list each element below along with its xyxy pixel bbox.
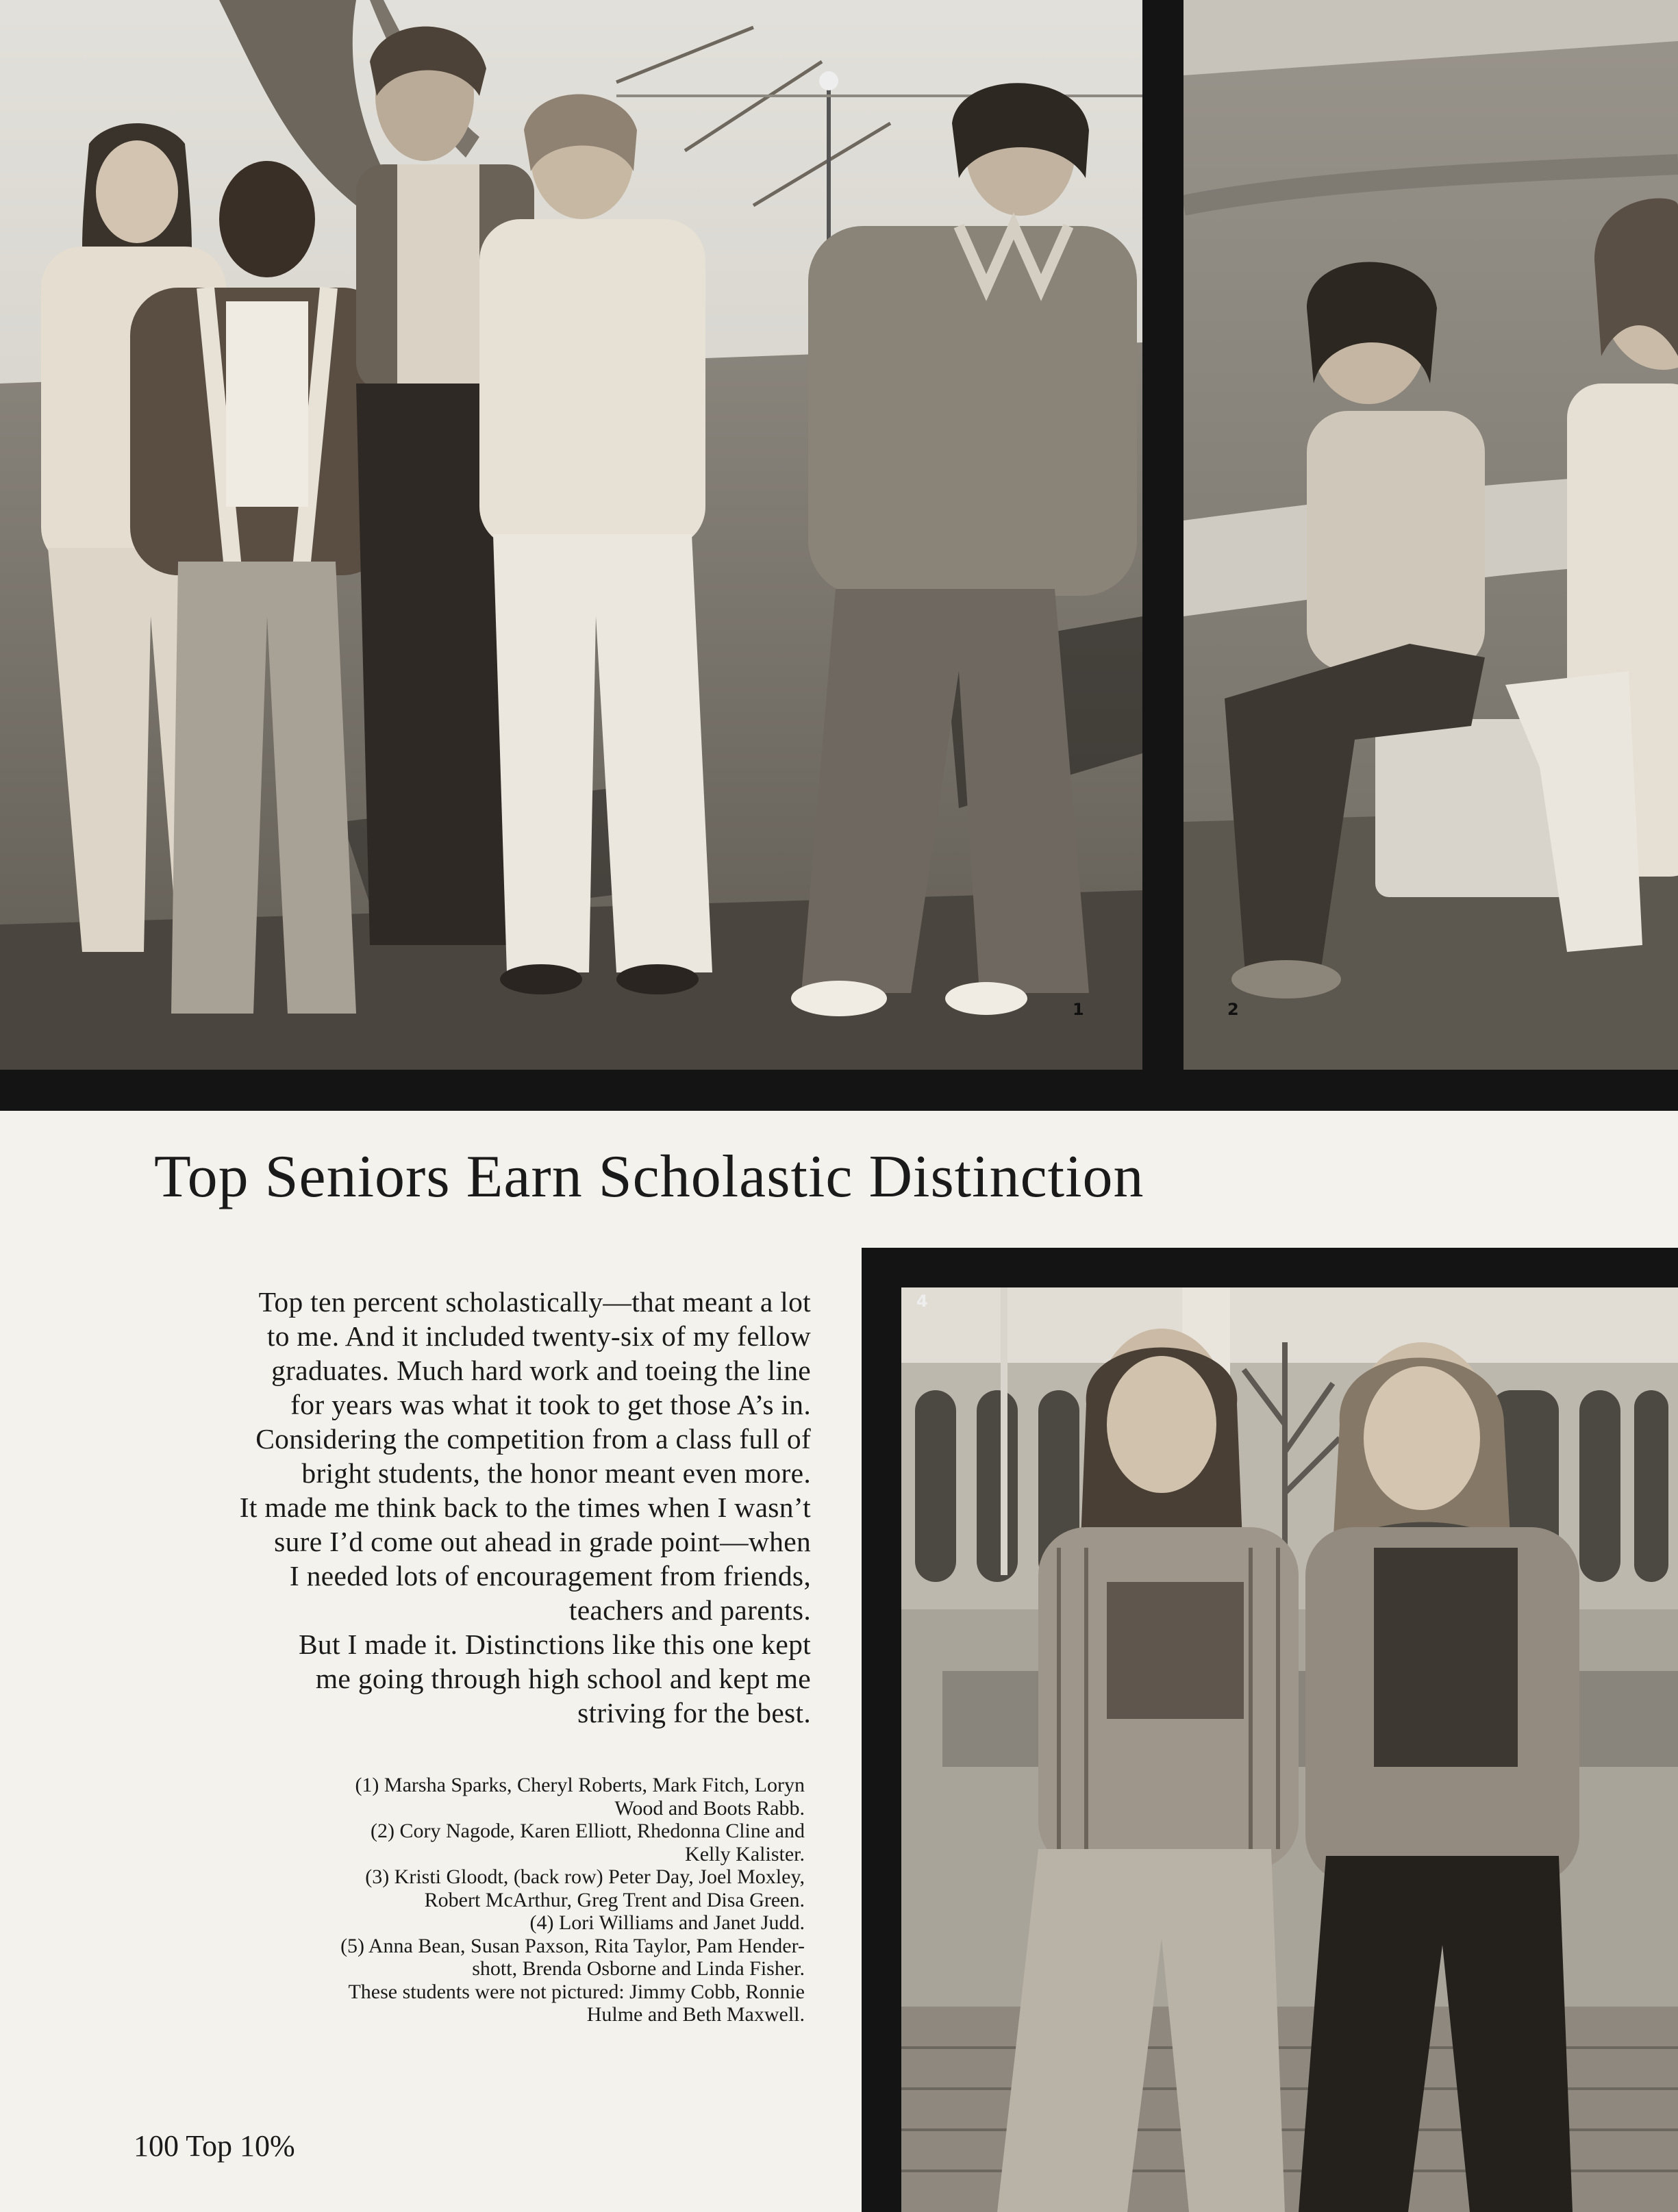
caption-line: (2) Cory Nagode, Karen Elliott, Rhedonna Cline and	[370, 1820, 805, 1842]
caption-line: Robert McArthur, Greg Trent and Disa Green.	[424, 1888, 805, 1911]
photo-2-bench	[1184, 0, 1678, 1070]
photo-divider	[1142, 0, 1184, 1096]
photo-2-number: 2	[1227, 1000, 1239, 1019]
photo-1-number: 1	[1073, 1000, 1084, 1019]
photo-4-number: 4	[916, 1292, 928, 1311]
article-line: for years was what it took to get those A’s in.	[290, 1389, 811, 1420]
caption-line: (5) Anna Bean, Susan Paxson, Rita Taylor, Pam Hender-	[340, 1934, 805, 1957]
caption-line: shott, Brenda Osborne and Linda Fisher.	[472, 1957, 805, 1980]
article-body	[116, 1285, 811, 1730]
photo-4-frame	[862, 1248, 1678, 2212]
article-line: teachers and parents.	[568, 1594, 811, 1626]
caption-line: (4) Lori Williams and Janet Judd.	[529, 1911, 805, 1934]
article-line: Considering the competition from a class full of	[255, 1423, 811, 1455]
photo-1-group	[0, 0, 1142, 1070]
caption-line: These students were not pictured: Jimmy Cobb, Ronnie	[348, 1980, 805, 2003]
article-line: to me. And it included twenty-six of my fellow	[266, 1320, 811, 1352]
article-line: me going through high school and kept me	[315, 1663, 811, 1694]
caption-line: (3) Kristi Gloodt, (back row) Peter Day, Joel Moxley,	[365, 1865, 805, 1888]
caption-line: Kelly Kalister.	[685, 1842, 805, 1865]
article-line: Top ten percent scholastically—that meant a lot	[258, 1286, 811, 1318]
article-line: graduates. Much hard work and toeing the line	[271, 1355, 811, 1386]
caption-line: (1) Marsha Sparks, Cheryl Roberts, Mark Fitch, Loryn	[355, 1774, 805, 1796]
article-line: sure I’d come out ahead in grade point—when	[274, 1526, 811, 1557]
photo-captions	[123, 1774, 805, 2026]
photo-4-girls	[901, 1287, 1678, 2212]
caption-line: Hulme and Beth Maxwell.	[586, 2003, 805, 2026]
article-line: I needed lots of encouragement from friends,	[289, 1560, 811, 1592]
article-line: It made me think back to the times when I wasn’t	[239, 1492, 811, 1523]
article-line: bright students, the honor meant even more.	[301, 1457, 811, 1489]
page-folio: 100 Top 10%	[134, 2129, 295, 2163]
page-title: Top Seniors Earn Scholastic Distinction	[154, 1144, 1144, 1210]
article-line: But I made it. Distinctions like this one kept	[298, 1629, 811, 1660]
article-line: striving for the best.	[577, 1697, 811, 1729]
caption-line: Wood and Boots Rabb.	[614, 1796, 805, 1820]
photo-band	[0, 1070, 1678, 1111]
